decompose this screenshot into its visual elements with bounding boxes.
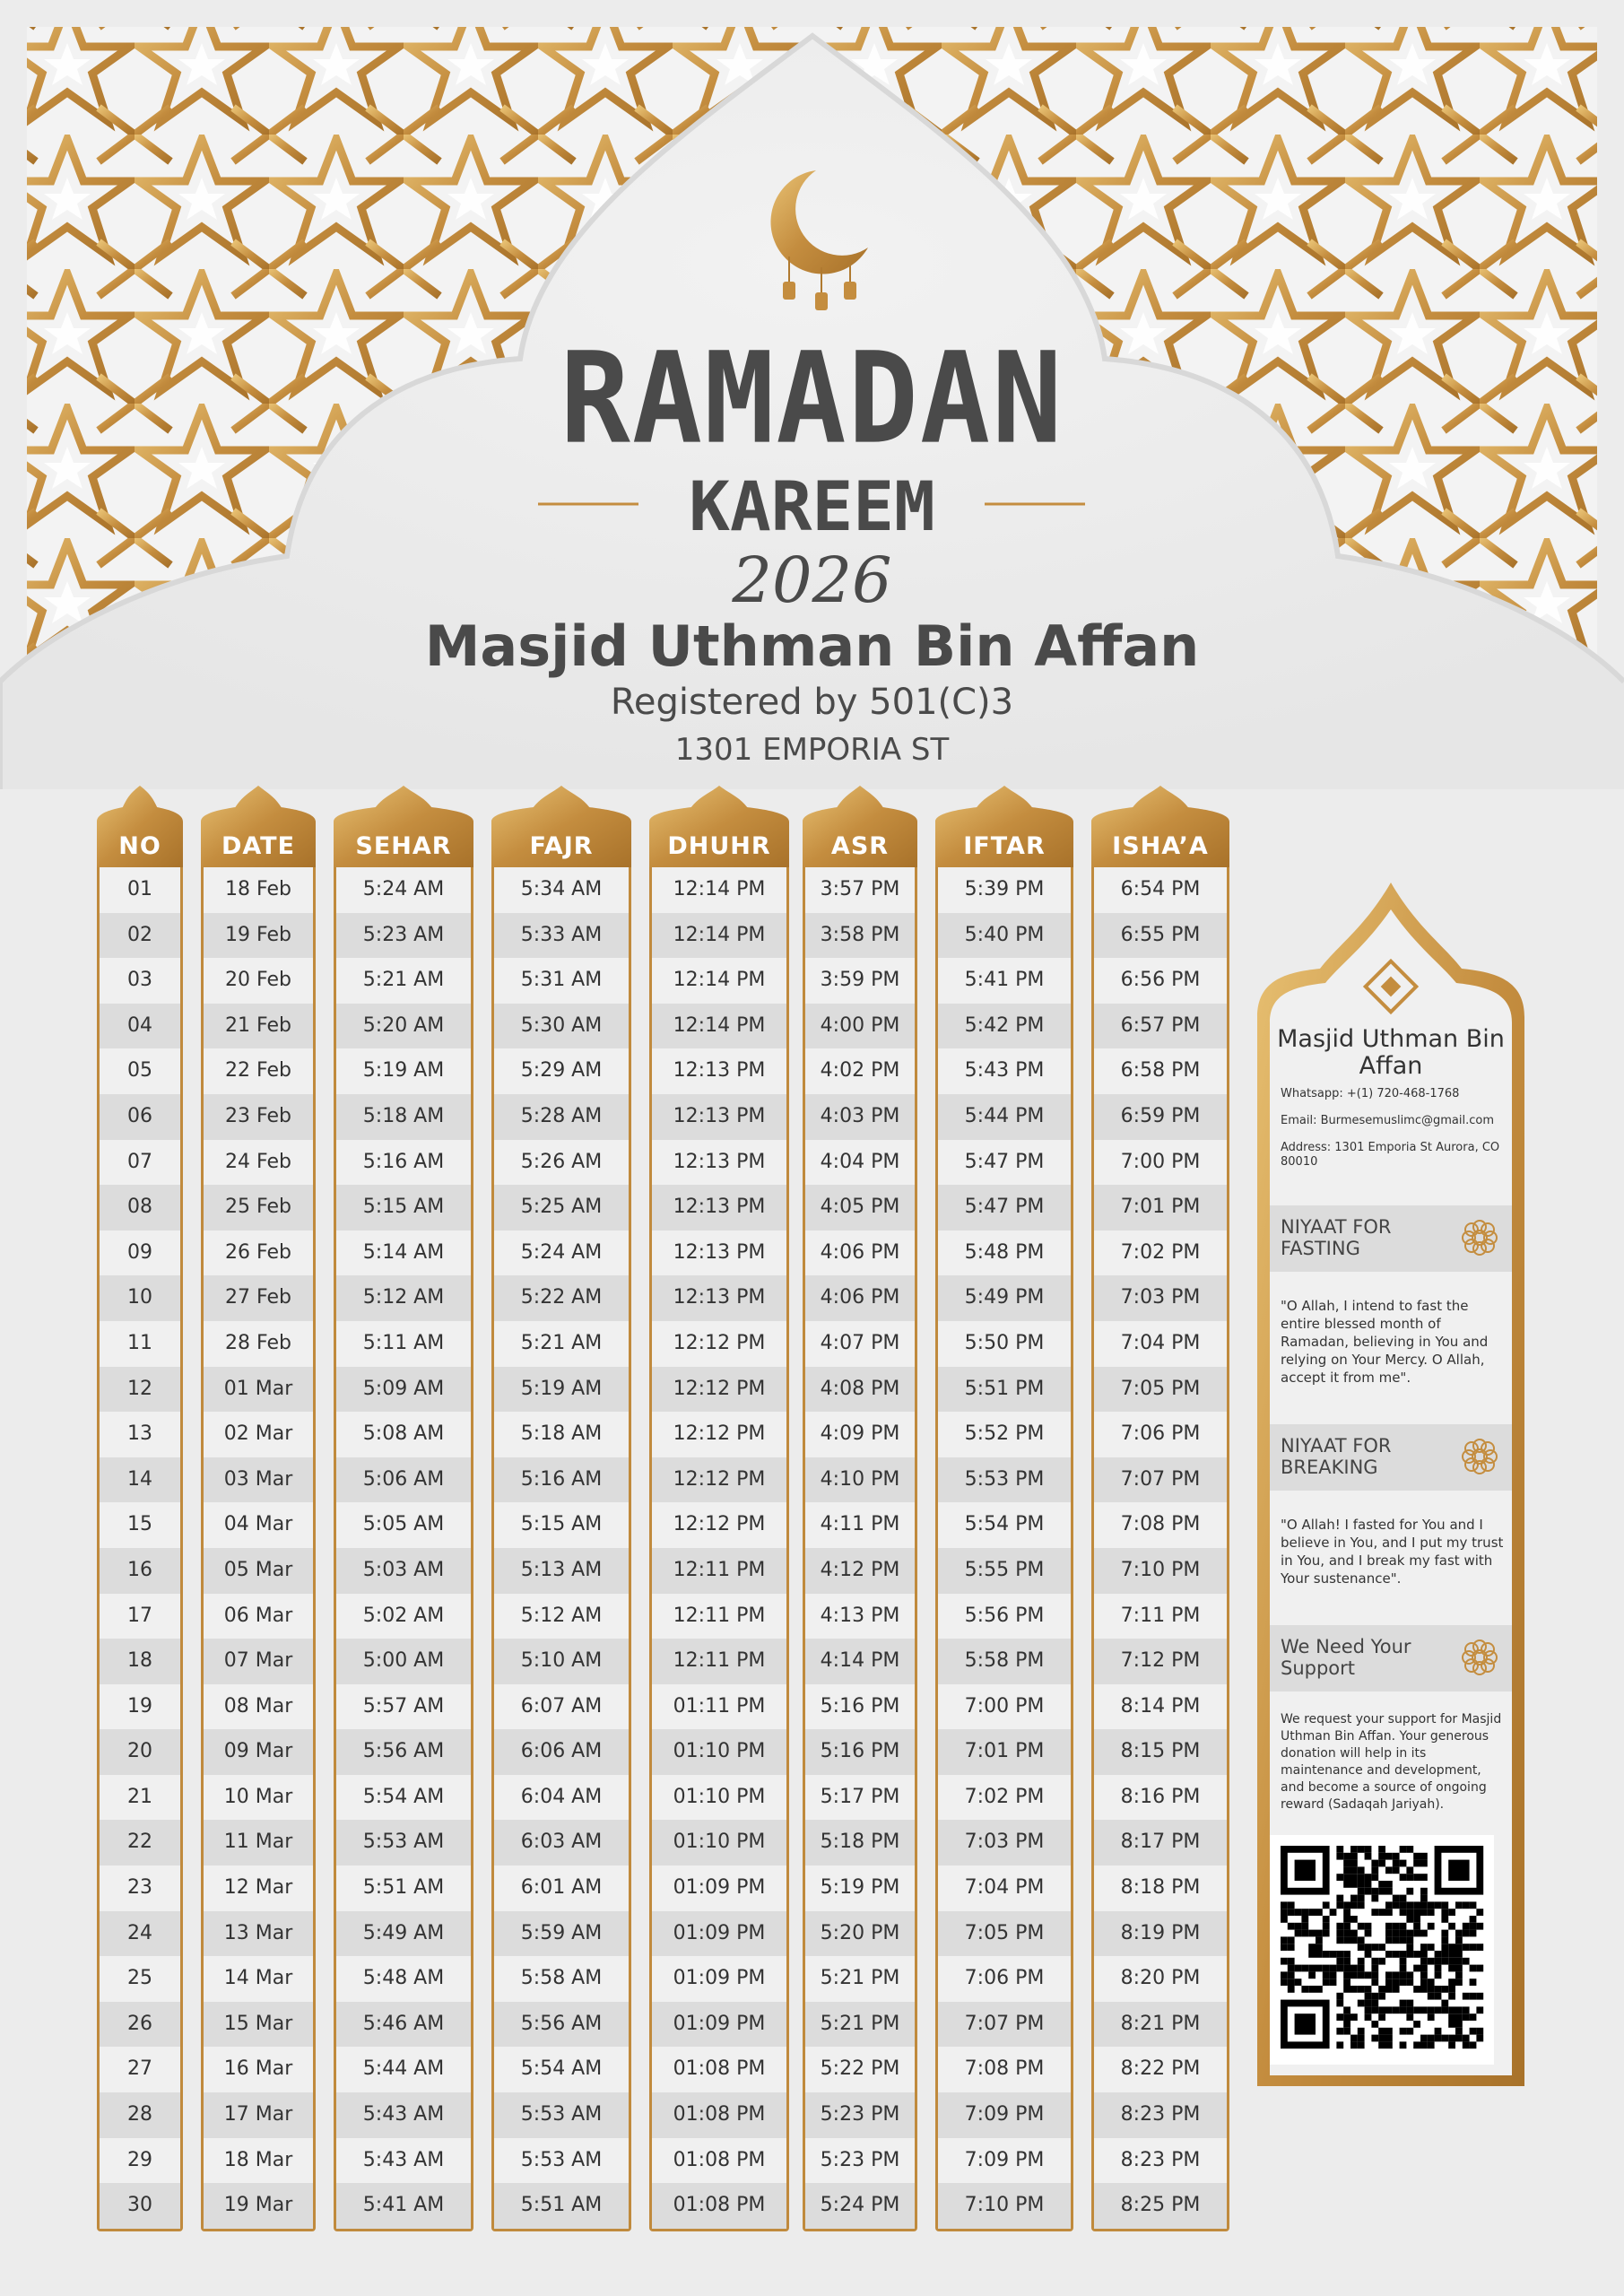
column-body xyxy=(935,867,1073,2231)
table-cell: 21 xyxy=(127,1785,152,1808)
table-cell: 5:57 AM xyxy=(362,1694,445,1718)
table-cell: 8:18 PM xyxy=(1120,1876,1201,1900)
table-cell: 28 Feb xyxy=(225,1331,291,1354)
qr-code-icon[interactable] xyxy=(1270,1835,1494,2065)
table-cell: 05 xyxy=(127,1059,152,1083)
table-cell: 5:39 PM xyxy=(964,878,1045,900)
table-cell: 4:05 PM xyxy=(805,1185,915,1231)
table-cell: 8:23 PM xyxy=(1094,2092,1227,2138)
table-cell: 5:41 AM xyxy=(336,2183,471,2229)
table-cell: 5:02 AM xyxy=(362,1604,445,1627)
table-cell: 10 Mar xyxy=(223,1785,293,1808)
table-cell: 7:01 PM xyxy=(1094,1185,1227,1231)
table-cell: 5:16 AM xyxy=(362,1150,445,1173)
crescent-moon-icon xyxy=(753,167,870,319)
column-body xyxy=(803,867,917,2231)
table-cell: 08 Mar xyxy=(223,1694,293,1718)
email-text: Email: Burmesemuslimc@gmail.com xyxy=(1281,1114,1494,1127)
table-cell: 12:11 PM xyxy=(673,1604,766,1627)
table-cell: 4:12 PM xyxy=(805,1548,915,1594)
table-cell: 4:11 PM xyxy=(820,1513,900,1536)
table-cell: 5:51 PM xyxy=(938,1367,1071,1413)
table-cell: 5:19 PM xyxy=(820,1876,900,1900)
column-header-label: ASR xyxy=(830,832,890,860)
column-header xyxy=(935,786,1073,867)
flower-ornament-icon xyxy=(1460,1218,1499,1257)
table-cell: 5:48 PM xyxy=(964,1240,1045,1264)
section-heading: NIYAAT FOR FASTING xyxy=(1281,1216,1392,1259)
table-cell: 4:10 PM xyxy=(805,1457,915,1503)
table-cell: 6:54 PM xyxy=(1120,878,1201,900)
table-cell: 5:26 AM xyxy=(520,1150,603,1173)
table-cell: 7:03 PM xyxy=(1094,1275,1227,1321)
column-header xyxy=(649,786,789,867)
table-cell: 12:14 PM xyxy=(673,878,766,900)
table-cell: 5:19 AM xyxy=(362,1059,445,1083)
table-cell: 01:10 PM xyxy=(652,1820,786,1866)
table-cell: 6:06 AM xyxy=(494,1729,629,1775)
table-cell: 13 Mar xyxy=(204,1911,313,1957)
table-cell: 7:06 PM xyxy=(964,1967,1045,1990)
table-cell: 03 Mar xyxy=(204,1457,313,1503)
table-cell: 22 Feb xyxy=(225,1059,291,1083)
column-body xyxy=(201,867,316,2231)
table-cell: 7:01 PM xyxy=(938,1729,1071,1775)
table-cell: 09 xyxy=(127,1240,152,1264)
section-header-breaking xyxy=(1270,1424,1512,1491)
table-cell: 6:55 PM xyxy=(1094,913,1227,959)
column-header-label: IFTAR xyxy=(963,832,1046,860)
table-cell: 6:58 PM xyxy=(1120,1059,1201,1083)
table-cell: 5:42 PM xyxy=(938,1004,1071,1049)
table-cell: 23 xyxy=(127,1876,152,1900)
table-cell: 5:43 PM xyxy=(964,1059,1045,1083)
table-cell: 7:12 PM xyxy=(1094,1639,1227,1684)
table-cell: 5:46 AM xyxy=(336,2002,471,2048)
fasting-niyaat-text: "O Allah, I intend to fast the entire blessed month of Ramadan, believing in You and relying on Your Mercy. O Allah, accept it from me". xyxy=(1281,1298,1489,1386)
table-cell: 5:58 AM xyxy=(520,1967,603,1990)
table-cell: 5:16 PM xyxy=(820,1694,900,1718)
flower-ornament-icon xyxy=(1460,1638,1499,1677)
masjid-address: 1301 EMPORIA ST xyxy=(674,732,950,768)
table-cell: 3:59 PM xyxy=(820,969,900,992)
section-heading: NIYAAT FOR BREAKING xyxy=(1281,1435,1392,1478)
table-cell: 7:09 PM xyxy=(938,2092,1071,2138)
table-cell: 5:49 AM xyxy=(336,1911,471,1957)
table-cell: 7:03 PM xyxy=(938,1820,1071,1866)
table-cell: 7:09 PM xyxy=(964,2148,1045,2171)
table-cell: 12 xyxy=(100,1367,180,1413)
table-cell: 5:16 AM xyxy=(494,1457,629,1503)
table-cell: 5:24 PM xyxy=(805,2183,915,2229)
section-heading: We Need Your Support xyxy=(1281,1636,1411,1679)
table-cell: 5:03 AM xyxy=(336,1548,471,1594)
table-cell: 28 xyxy=(100,2092,180,2138)
table-cell: 29 xyxy=(127,2148,152,2171)
column-header-label: NO xyxy=(118,832,161,860)
table-cell: 8:22 PM xyxy=(1120,2057,1201,2081)
table-cell: 5:06 AM xyxy=(336,1457,471,1503)
table-cell: 5:09 AM xyxy=(336,1367,471,1413)
table-cell: 5:53 AM xyxy=(336,1820,471,1866)
table-cell: 18 Feb xyxy=(225,878,291,900)
column-isha xyxy=(1091,786,1229,2231)
table-cell: 14 Mar xyxy=(223,1967,293,1990)
table-cell: 5:24 AM xyxy=(362,878,445,900)
table-cell: 8:14 PM xyxy=(1120,1694,1201,1718)
table-cell: 5:20 PM xyxy=(805,1911,915,1957)
table-cell: 14 xyxy=(100,1457,180,1503)
table-cell: 03 xyxy=(127,969,152,992)
table-cell: 5:54 PM xyxy=(964,1513,1045,1536)
table-cell: 12:11 PM xyxy=(652,1639,786,1684)
panel-address-text: Address: 1301 Emporia St Aurora, CO 80010 xyxy=(1281,1141,1500,1169)
table-cell: 5:21 PM xyxy=(820,1967,900,1990)
table-cell: 4:13 PM xyxy=(820,1604,900,1627)
table-cell: 7:10 PM xyxy=(938,2183,1071,2229)
table-cell: 16 Mar xyxy=(223,2057,293,2081)
table-cell: 5:23 PM xyxy=(820,2148,900,2171)
table-cell: 7:00 PM xyxy=(964,1694,1045,1718)
table-cell: 5:43 AM xyxy=(336,2092,471,2138)
table-cell: 5:23 AM xyxy=(336,913,471,959)
breaking-niyaat-text: "O Allah! I fasted for You and I believe in You, and I put my trust in You, and I break my fast with Your sustenance". xyxy=(1281,1517,1504,1587)
table-cell: 15 xyxy=(127,1513,152,1536)
table-cell: 7:04 PM xyxy=(1120,1331,1201,1354)
table-cell: 5:44 AM xyxy=(362,2057,445,2081)
table-cell: 7:08 PM xyxy=(964,2057,1045,2081)
table-cell: 5:25 AM xyxy=(494,1185,629,1231)
table-cell: 12:14 PM xyxy=(673,969,766,992)
column-header xyxy=(803,786,917,867)
column-asr xyxy=(803,786,917,2231)
table-cell: 6:03 AM xyxy=(494,1820,629,1866)
table-cell: 7:08 PM xyxy=(1120,1513,1201,1536)
table-cell: 24 xyxy=(100,1911,180,1957)
table-cell: 01 xyxy=(127,878,152,900)
table-cell: 12:12 PM xyxy=(673,1331,766,1354)
table-cell: 5:43 AM xyxy=(362,2148,445,2171)
table-cell: 8:23 PM xyxy=(1120,2148,1201,2171)
table-cell: 01:09 PM xyxy=(673,1967,766,1990)
table-cell: 8:16 PM xyxy=(1120,1785,1201,1808)
table-cell: 5:51 AM xyxy=(362,1876,445,1900)
table-cell: 15 Mar xyxy=(204,2002,313,2048)
table-cell: 5:33 AM xyxy=(494,913,629,959)
table-cell: 5:00 AM xyxy=(336,1639,471,1684)
table-cell: 01:10 PM xyxy=(673,1785,766,1808)
table-cell: 21 Feb xyxy=(204,1004,313,1049)
table-cell: 5:34 AM xyxy=(520,878,603,900)
info-panel xyxy=(1248,883,1533,2095)
table-cell: 02 Mar xyxy=(223,1422,293,1446)
table-cell: 5:21 AM xyxy=(362,969,445,992)
table-cell: 13 xyxy=(127,1422,152,1446)
table-cell: 27 xyxy=(127,2057,152,2081)
column-header-label: DHUHR xyxy=(667,832,771,860)
column-header-label: SEHAR xyxy=(355,832,452,860)
table-cell: 7:06 PM xyxy=(1120,1422,1201,1446)
table-cell: 24 Feb xyxy=(225,1150,291,1173)
table-cell: 27 Feb xyxy=(204,1275,313,1321)
table-cell: 06 Mar xyxy=(223,1604,293,1627)
table-cell: 12:14 PM xyxy=(652,1004,786,1049)
table-cell: 5:21 AM xyxy=(520,1331,603,1354)
column-body xyxy=(491,867,631,2231)
table-cell: 5:40 PM xyxy=(938,913,1071,959)
table-cell: 01:08 PM xyxy=(673,2148,766,2171)
table-cell: 18 Mar xyxy=(223,2148,293,2171)
table-cell: 02 xyxy=(100,913,180,959)
table-cell: 5:59 AM xyxy=(494,1911,629,1957)
table-cell: 17 xyxy=(127,1604,152,1627)
table-cell: 4:03 PM xyxy=(805,1094,915,1140)
table-cell: 5:08 AM xyxy=(362,1422,445,1446)
table-cell: 5:30 AM xyxy=(494,1004,629,1049)
table-cell: 5:54 AM xyxy=(362,1785,445,1808)
column-iftar xyxy=(935,786,1073,2231)
table-cell: 4:14 PM xyxy=(805,1639,915,1684)
table-cell: 5:51 AM xyxy=(494,2183,629,2229)
column-header-label: FAJR xyxy=(529,832,594,860)
table-cell: 5:56 AM xyxy=(336,1729,471,1775)
table-cell: 12:11 PM xyxy=(652,1548,786,1594)
table-cell: 8:25 PM xyxy=(1094,2183,1227,2229)
table-cell: 18 xyxy=(100,1639,180,1684)
table-cell: 17 Mar xyxy=(204,2092,313,2138)
table-cell: 01:08 PM xyxy=(673,2057,766,2081)
title-kareem: KAREEM xyxy=(689,466,935,546)
column-header xyxy=(334,786,473,867)
table-cell: 5:48 AM xyxy=(362,1967,445,1990)
table-cell: 5:56 AM xyxy=(494,2002,629,2048)
table-cell: 8:20 PM xyxy=(1120,1967,1201,1990)
table-cell: 5:28 AM xyxy=(494,1094,629,1140)
column-header xyxy=(1091,786,1229,867)
table-cell: 10 xyxy=(100,1275,180,1321)
table-cell: 30 xyxy=(100,2183,180,2229)
table-cell: 12 Mar xyxy=(223,1876,293,1900)
column-dhuhr xyxy=(649,786,789,2231)
table-cell: 4:00 PM xyxy=(805,1004,915,1049)
table-cell: 5:52 PM xyxy=(964,1422,1045,1446)
table-cell: 08 xyxy=(100,1185,180,1231)
whatsapp-text: Whatsapp: +(1) 720-468-1768 xyxy=(1281,1087,1460,1100)
table-cell: 5:15 AM xyxy=(336,1185,471,1231)
table-cell: 5:44 PM xyxy=(938,1094,1071,1140)
table-cell: 12:13 PM xyxy=(673,1059,766,1083)
table-cell: 5:20 AM xyxy=(336,1004,471,1049)
table-cell: 12:13 PM xyxy=(652,1275,786,1321)
table-cell: 5:58 PM xyxy=(938,1639,1071,1684)
table-cell: 23 Feb xyxy=(204,1094,313,1140)
table-cell: 5:22 AM xyxy=(494,1275,629,1321)
column-date xyxy=(201,786,316,2231)
table-cell: 5:50 PM xyxy=(964,1331,1045,1354)
table-cell: 5:23 PM xyxy=(805,2092,915,2138)
table-cell: 6:07 AM xyxy=(520,1694,603,1718)
section-header-fasting xyxy=(1270,1205,1512,1272)
table-cell: 7:02 PM xyxy=(964,1785,1045,1808)
table-cell: 5:13 AM xyxy=(494,1548,629,1594)
table-cell: 26 xyxy=(100,2002,180,2048)
table-cell: 5:11 AM xyxy=(362,1331,445,1354)
table-cell: 12:12 PM xyxy=(652,1367,786,1413)
column-header xyxy=(491,786,631,867)
table-cell: 5:18 PM xyxy=(805,1820,915,1866)
table-cell: 01 Mar xyxy=(204,1367,313,1413)
table-cell: 5:12 AM xyxy=(336,1275,471,1321)
table-cell: 5:18 AM xyxy=(336,1094,471,1140)
table-cell: 8:15 PM xyxy=(1094,1729,1227,1775)
table-cell: 5:56 PM xyxy=(964,1604,1045,1627)
column-body xyxy=(97,867,183,2231)
table-cell: 07 Mar xyxy=(204,1639,313,1684)
table-cell: 01:08 PM xyxy=(652,2183,786,2229)
table-cell: 19 Feb xyxy=(204,913,313,959)
table-cell: 01:09 PM xyxy=(652,1911,786,1957)
table-cell: 12:14 PM xyxy=(652,913,786,959)
table-cell: 12:12 PM xyxy=(652,1457,786,1503)
title-ramadan: RAMADAN xyxy=(560,324,1064,473)
table-cell: 6:01 AM xyxy=(520,1876,603,1900)
column-fajr xyxy=(491,786,631,2231)
table-cell: 04 Mar xyxy=(223,1513,293,1536)
column-sehar xyxy=(334,786,473,2231)
table-cell: 26 Feb xyxy=(225,1240,291,1264)
table-cell: 5:55 PM xyxy=(938,1548,1071,1594)
support-text: We request your support for Masjid Uthman Bin Affan. Your generous donation will help in its maintenance and development, and become a source of ongoing reward (Sadaqah Jariyah). xyxy=(1281,1712,1502,1812)
table-cell: 7:00 PM xyxy=(1120,1150,1201,1173)
table-cell: 5:22 PM xyxy=(820,2057,900,2081)
table-cell: 5:10 AM xyxy=(494,1639,629,1684)
table-cell: 25 Feb xyxy=(204,1185,313,1231)
table-cell: 5:24 AM xyxy=(520,1240,603,1264)
table-cell: 7:05 PM xyxy=(938,1911,1071,1957)
table-cell: 22 xyxy=(100,1820,180,1866)
table-cell: 5:19 AM xyxy=(494,1367,629,1413)
table-cell: 19 Mar xyxy=(204,2183,313,2229)
table-cell: 19 xyxy=(127,1694,152,1718)
table-cell: 4:08 PM xyxy=(805,1367,915,1413)
table-cell: 4:02 PM xyxy=(820,1059,900,1083)
table-cell: 5:16 PM xyxy=(805,1729,915,1775)
table-cell: 16 xyxy=(100,1548,180,1594)
table-cell: 12:13 PM xyxy=(652,1094,786,1140)
table-cell: 4:09 PM xyxy=(820,1422,900,1446)
table-cell: 8:19 PM xyxy=(1094,1911,1227,1957)
table-cell: 09 Mar xyxy=(204,1729,313,1775)
table-cell: 6:04 AM xyxy=(520,1785,603,1808)
table-cell: 12:13 PM xyxy=(652,1185,786,1231)
table-cell: 5:54 AM xyxy=(520,2057,603,2081)
table-cell: 7:07 PM xyxy=(1094,1457,1227,1503)
table-cell: 01:11 PM xyxy=(673,1694,766,1718)
column-body xyxy=(649,867,789,2231)
table-cell: 6:57 PM xyxy=(1094,1004,1227,1049)
table-cell: 3:58 PM xyxy=(805,913,915,959)
table-cell: 5:41 PM xyxy=(964,969,1045,992)
section-header-support xyxy=(1270,1625,1512,1692)
table-cell: 11 Mar xyxy=(204,1820,313,1866)
table-cell: 5:18 AM xyxy=(520,1422,603,1446)
table-cell: 12:12 PM xyxy=(673,1422,766,1446)
table-cell: 4:04 PM xyxy=(820,1150,900,1173)
table-cell: 6:56 PM xyxy=(1120,969,1201,992)
table-cell: 5:29 AM xyxy=(520,1059,603,1083)
table-cell: 01:10 PM xyxy=(652,1729,786,1775)
qr-code-graphic xyxy=(1270,1835,1494,2065)
table-cell: 01:08 PM xyxy=(652,2092,786,2138)
table-cell: 5:49 PM xyxy=(938,1275,1071,1321)
column-body xyxy=(1091,867,1229,2231)
table-cell: 4:06 PM xyxy=(805,1275,915,1321)
table-cell: 07 xyxy=(127,1150,152,1173)
table-cell: 7:02 PM xyxy=(1120,1240,1201,1264)
table-cell: 5:47 PM xyxy=(938,1185,1071,1231)
table-cell: 8:17 PM xyxy=(1094,1820,1227,1866)
title-year: 2026 xyxy=(732,544,892,617)
table-cell: 7:10 PM xyxy=(1094,1548,1227,1594)
flower-ornament-icon xyxy=(1460,1437,1499,1476)
table-cell: 5:12 AM xyxy=(520,1604,603,1627)
column-no xyxy=(97,786,183,2231)
panel-title: Masjid Uthman Bin Affan xyxy=(1277,1025,1505,1080)
column-body xyxy=(334,867,473,2231)
table-cell: 06 xyxy=(100,1094,180,1140)
table-cell: 20 xyxy=(100,1729,180,1775)
table-cell: 3:57 PM xyxy=(820,878,900,900)
table-cell: 8:21 PM xyxy=(1094,2002,1227,2048)
registration-text: Registered by 501(C)3 xyxy=(610,682,1014,723)
table-cell: 5:15 AM xyxy=(520,1513,603,1536)
table-cell: 01:09 PM xyxy=(652,2002,786,2048)
table-cell: 4:07 PM xyxy=(820,1331,900,1354)
table-cell: 7:04 PM xyxy=(964,1876,1045,1900)
table-cell: 12:13 PM xyxy=(673,1150,766,1173)
table-cell: 5:47 PM xyxy=(964,1150,1045,1173)
table-cell: 11 xyxy=(127,1331,152,1354)
table-cell: 7:05 PM xyxy=(1094,1367,1227,1413)
table-cell: 5:17 PM xyxy=(820,1785,900,1808)
column-header-label: DATE xyxy=(221,832,296,860)
column-header-label: ISHA’A xyxy=(1112,832,1209,860)
table-cell: 25 xyxy=(127,1967,152,1990)
table-cell: 5:53 AM xyxy=(520,2148,603,2171)
masjid-name: Masjid Uthman Bin Affan xyxy=(424,613,1200,679)
column-header xyxy=(97,786,183,867)
table-cell: 5:14 AM xyxy=(362,1240,445,1264)
table-cell: 12:13 PM xyxy=(673,1240,766,1264)
table-cell: 20 Feb xyxy=(225,969,291,992)
table-cell: 6:59 PM xyxy=(1094,1094,1227,1140)
table-cell: 5:05 AM xyxy=(362,1513,445,1536)
table-cell: 5:21 PM xyxy=(805,2002,915,2048)
table-cell: 04 xyxy=(100,1004,180,1049)
table-cell: 7:07 PM xyxy=(938,2002,1071,2048)
table-cell: 5:53 AM xyxy=(494,2092,629,2138)
column-header xyxy=(201,786,316,867)
table-cell: 5:53 PM xyxy=(938,1457,1071,1503)
table-cell: 12:12 PM xyxy=(673,1513,766,1536)
table-cell: 7:11 PM xyxy=(1120,1604,1201,1627)
table-cell: 01:09 PM xyxy=(673,1876,766,1900)
table-cell: 5:31 AM xyxy=(520,969,603,992)
table-cell: 4:06 PM xyxy=(820,1240,900,1264)
table-cell: 05 Mar xyxy=(204,1548,313,1594)
